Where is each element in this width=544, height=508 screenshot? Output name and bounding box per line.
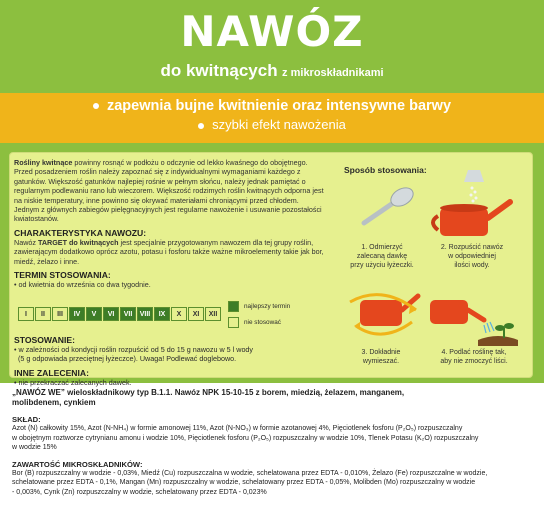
usage-line: • w zależności od kondycji roślin rozpuścić od 5 do 15 g nawozu w 5 l wody <box>14 345 254 354</box>
characteristics-paragraph: Nawóz TARGET do kwitnących jest specjalnie przygotowanym nawozem dla tej grupy roślin, zawierającym dodatkowo oprócz azotu, potasu i fosforu także ważne mikroelementy takie jak bor, miedź, żelazo i inne. <box>14 237 324 266</box>
description-column <box>14 158 324 289</box>
benefit-item: szybki efekt nawożenia <box>0 117 544 132</box>
usage-heading: STOSOWANIE: <box>14 335 75 345</box>
benefit-item: zapewnia bujne kwitnienie oraz intensywne barwy <box>0 98 544 114</box>
mixing-illustration <box>346 282 426 344</box>
composition-line: w wodzie 15% <box>12 444 57 452</box>
month-cell: IV <box>69 307 85 321</box>
product-subtitle <box>0 61 544 81</box>
product-title: NAWÓZ <box>180 7 364 56</box>
bullet-icon <box>93 103 99 109</box>
month-cell: XII <box>205 307 221 321</box>
composition-line: w obojętnym roztworze cytrynianu amonu i wodzie 10%, Pięciotlenek fosforu (P₂O₅) rozpuszczalny w wodzie 10%, Tlenek Potasu (K₂O) rozpuszczalny <box>12 434 479 442</box>
characteristics-heading: CHARAKTERYSTYKA NAWOZU: <box>14 227 147 238</box>
micronutrients-line: schelatowane przez EDTA - 0,1%, Mangan (Mn) rozpuszczalny w wodzie, schelatowany przez EDTA - 0,05%, Molibden (Mo) rozpuszczalny w wodzie <box>12 479 476 487</box>
application-time-text: • od kwietnia do września co dwa tygodnie. <box>14 280 151 290</box>
month-cell: III <box>52 307 68 321</box>
month-cell: VI <box>103 307 119 321</box>
legend-recommended: najlepszy termin <box>228 300 290 313</box>
watering-can-powder-illustration <box>428 168 518 243</box>
composition-heading: SKŁAD: <box>12 415 41 424</box>
usage-section <box>14 331 324 387</box>
composition-line: Azot (N) całkowity 15%, Azot (N-NH₄) w formie amonowej 11%, Azot (N-NO₃) w formie azotanowej 4%, Pięciotlenek fosforu (P₂O₅) rozpuszczalny <box>12 425 463 433</box>
method-heading: Sposób stosowania: <box>344 165 427 175</box>
month-cell: VII <box>120 307 136 321</box>
intro-paragraph: Rośliny kwitnące powinny rosnąć w podłożu o odczynie od lekko kwaśnego do obojętnego. Przed posadzeniem roślin należy zapoznać się z indywidualnymi wymaganiami każdego z gatunków. Większość gatunków najlepiej rośnie w pełnym słońcu, należy jednak pamiętać o regularnym podlewaniu rano lub wieczorem. Większość rodzimych roślin kwitnących odporna jest na niskie temperatury, inne powinno się okrywać materiałami chroniącymi przed chłodem. Jednym z głównych zabiegów pielęgnacyjnych jest regularne nawożenie i usuwanie pozostałości kwiatostanów. <box>14 158 324 224</box>
month-cell: XI <box>188 307 204 321</box>
month-cell: II <box>35 307 51 321</box>
other-text: • nie przekraczać zalecanych dawek. <box>14 377 132 387</box>
legend-swatch-not <box>228 317 239 328</box>
usage-line: (5 g odpowiada przeciętnej łyżeczce). Uwaga! Podlewać doglebowo. <box>18 354 237 364</box>
micronutrients-line: Bor (B) rozpuszczalny w wodzie - 0,03%, Miedź (Cu) rozpuszczalna w wodzie, schelatowana przez EDTA - 0,010%, Żelazo (Fe) rozpuszczalne w wodzie, <box>12 470 488 478</box>
calendar-legend <box>228 300 290 332</box>
bullet-icon <box>198 123 204 129</box>
month-cell: I <box>18 307 34 321</box>
subtitle-main: do kwitnących <box>160 61 278 80</box>
legend-not-recommended: nie stosować <box>228 316 290 329</box>
step-4-label: 4. Podlać roślinę tak, aby nie zmoczyć liści. <box>440 349 508 365</box>
month-cell: IX <box>154 307 170 321</box>
spoon-illustration <box>356 183 416 228</box>
month-calendar <box>18 307 222 321</box>
step-1-label: 1. Odmierzyć zalecaną dawkę przy użyciu łyżeczki. <box>350 244 414 269</box>
month-cell: X <box>171 307 187 321</box>
product-type-line: „NAWÓZ WE” wieloskładnikowy typ B.1.1. Nawóz NPK 15-10-15 z borem, miedzią, żelazem, manganem, <box>12 388 405 397</box>
micronutrients-heading: ZAWARTOŚĆ MIKROSKŁADNIKÓW: <box>12 459 143 469</box>
legend-swatch-recommended <box>228 301 239 312</box>
month-cell: V <box>86 307 102 321</box>
micronutrients-line: - 0,003%, Cynk (Zn) rozpuszczalny w wodzie, schelatowany przez EDTA - 0,023% <box>12 488 267 496</box>
step-2-label: 2. Rozpuścić nawóz w odpowiedniej ilości wody. <box>440 244 504 269</box>
watering-plant-illustration <box>426 288 521 348</box>
composition-section <box>12 388 534 497</box>
month-cell: VIII <box>137 307 153 321</box>
step-3-label: 3. Dokładnie wymieszać. <box>361 349 401 365</box>
product-type-line: molibdenem, cynkiem <box>12 398 96 407</box>
other-heading: INNE ZALECENIA: <box>14 367 89 378</box>
subtitle-secondary: z mikroskładnikami <box>282 67 384 79</box>
application-time-heading: TERMIN STOSOWANIA: <box>14 270 111 281</box>
